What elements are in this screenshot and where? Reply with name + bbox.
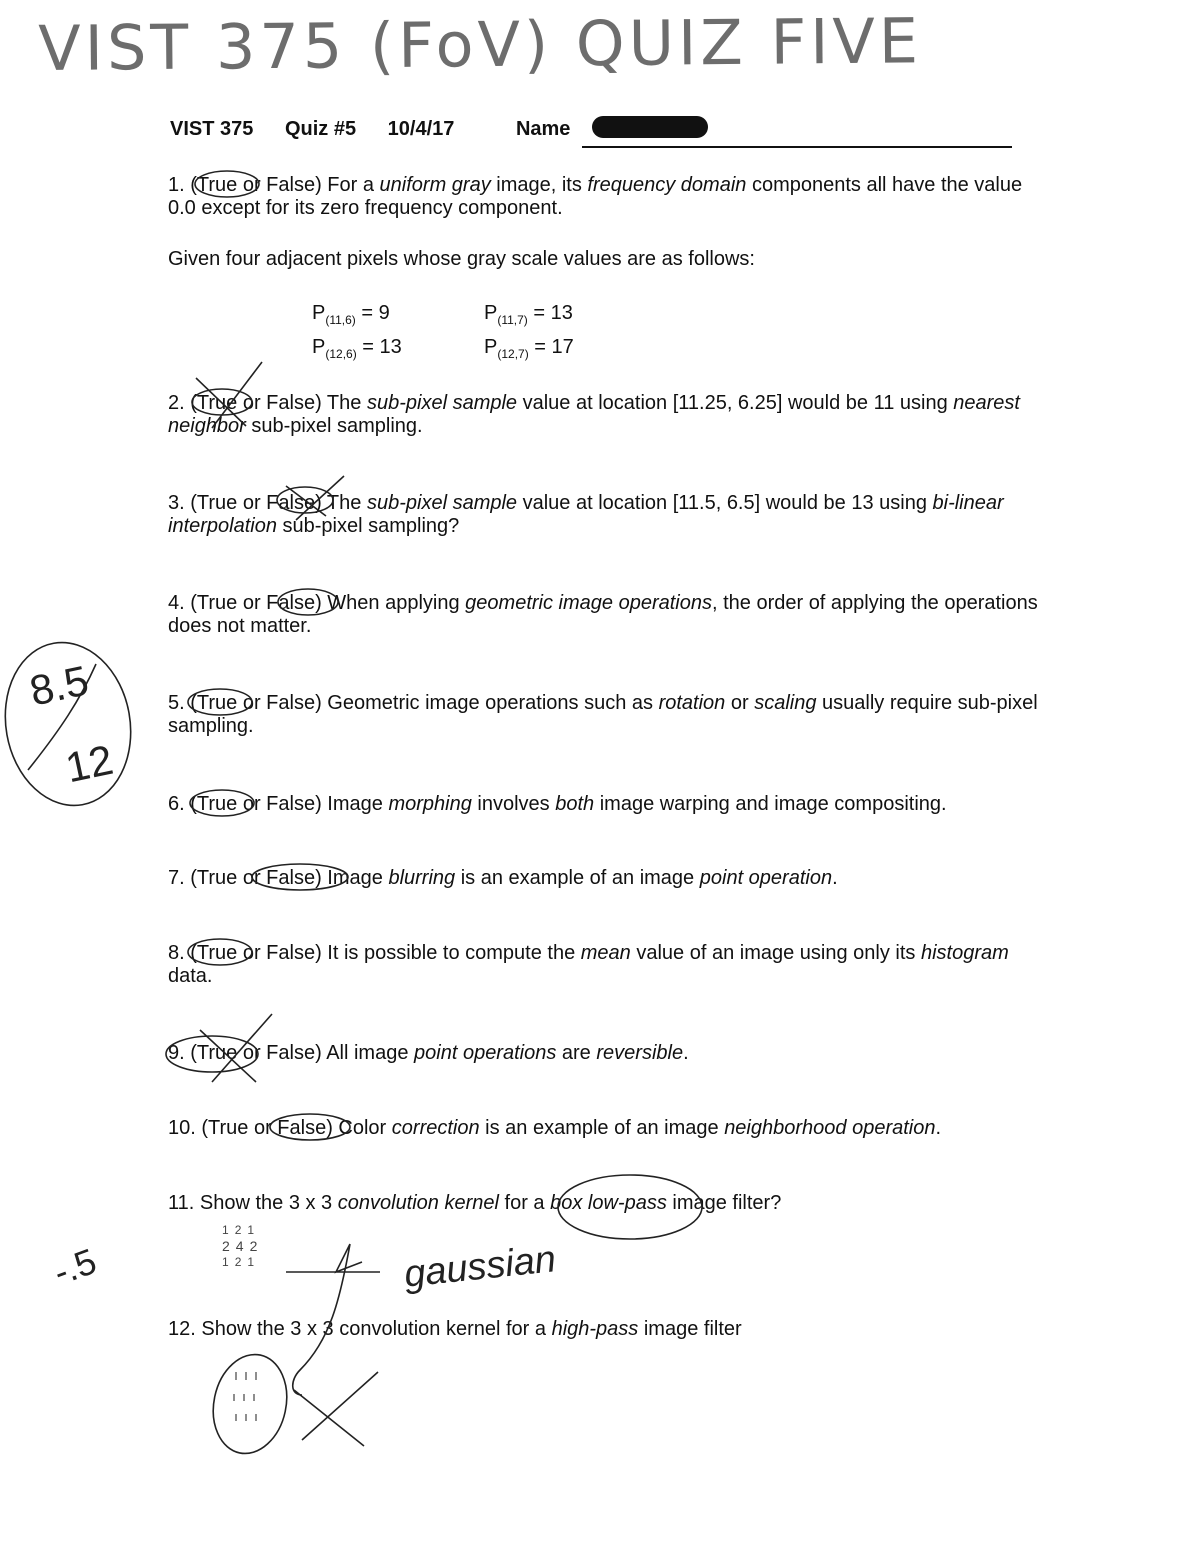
circle-answer-q10 <box>270 1114 350 1140</box>
question-text: 3. (True or False) The <box>168 492 367 514</box>
emphasized-term: convolution kernel <box>337 1192 499 1214</box>
emphasized-term: bi-linear interpolation <box>168 492 1004 537</box>
question-text: are <box>556 1042 597 1064</box>
circle-answer-q6 <box>190 790 254 816</box>
emphasized-term: correction <box>391 1117 480 1139</box>
question-text: is an example of an image <box>455 867 700 889</box>
cross-mark-q12 <box>294 1372 378 1446</box>
question-text: value at location [11.25, 6.25] would be 11 using <box>517 392 954 414</box>
question-text: 1. (True or False) For a <box>168 174 380 196</box>
question-text: is an example of an image <box>479 1117 725 1139</box>
score-slash <box>28 664 96 770</box>
question-text: data. <box>168 965 213 987</box>
question-text: involves <box>471 793 556 815</box>
emphasized-term: high-pass <box>551 1318 639 1340</box>
question-text: image, its <box>490 174 588 196</box>
emphasized-term: scaling <box>754 692 817 714</box>
pixel-value-12-6: $P_{(12,6)} = 13$ <box>312 336 402 361</box>
intro-text: Given four adjacent pixels whose gray scale values are as follows: <box>168 248 755 270</box>
emphasized-term: geometric image operations <box>465 592 712 614</box>
question-text: . <box>935 1117 942 1139</box>
pixel-value-12-7: $P_{(12,7)} = 17$ <box>484 336 574 361</box>
question-text: value of an image using only its <box>630 942 921 964</box>
question-text: . <box>683 1042 689 1064</box>
quiz-number: Quiz #5 <box>284 118 357 140</box>
circle-box-low-pass <box>558 1175 702 1239</box>
emphasized-term: sub-pixel sample <box>366 392 518 414</box>
emphasized-term: neighborhood operation <box>724 1117 936 1139</box>
question-text: image filter? <box>666 1192 782 1214</box>
emphasized-term: uniform gray <box>379 174 491 196</box>
handwritten-title: VIST 375 (FoV) QUIZ FIVE <box>38 4 923 85</box>
question-text: 11. Show the 3 x 3 <box>168 1192 338 1214</box>
question-text: image warping and image compositing. <box>594 793 947 815</box>
circle-answer-q7 <box>252 864 348 890</box>
question-text: components all have the value 0.0 except for its zero frequency component. <box>168 174 1023 219</box>
cross-mark-q3 <box>286 476 344 520</box>
question-text: 9. (True or False) All image <box>168 1042 415 1064</box>
question-text: value at location [11.5, 6.5] would be 13 using <box>517 492 933 514</box>
emphasized-term: mean <box>580 942 631 964</box>
emphasized-term: nearest neighbor <box>168 392 1020 437</box>
quiz-date: 10/4/17 <box>387 118 455 140</box>
circle-answer-q1 <box>195 171 259 197</box>
kernel-answer: 121 242 121 <box>222 1223 264 1269</box>
emphasized-term: both <box>555 793 595 815</box>
question-text: image filter <box>638 1318 742 1340</box>
arrow-icon <box>286 1244 380 1395</box>
emphasized-term: reversible <box>596 1042 684 1064</box>
question-text: for a <box>498 1192 551 1214</box>
question-text: 10. (True or False) Color <box>168 1117 392 1139</box>
question-text: sub-pixel sampling. <box>245 415 423 437</box>
question-text: or <box>725 692 755 714</box>
emphasized-term: frequency domain <box>587 174 747 196</box>
question-text: , the order of applying the operations does not matter. <box>168 592 1038 637</box>
circle-answer-q4 <box>278 589 338 615</box>
circle-answer-q5 <box>188 689 252 715</box>
deduction-mark: -.5 <box>48 1240 102 1293</box>
question-text: 6. (True or False) Image <box>168 793 389 815</box>
score-earned: 8.5 <box>25 656 93 715</box>
oval-q12-answer <box>204 1348 295 1461</box>
pixel-value-11-7: $P_{(11,7)} = 13$ <box>484 302 573 327</box>
emphasized-term: box low-pass <box>550 1192 667 1214</box>
emphasized-term: histogram <box>920 942 1009 964</box>
course-code: VIST 375 <box>170 118 254 140</box>
emphasized-term: point operations <box>414 1042 557 1064</box>
question-text: 4. (True or False) When applying <box>168 592 466 614</box>
question-text: 5. (True or False) Geometric image operations such as <box>168 692 659 714</box>
cross-mark-q2 <box>196 362 262 428</box>
emphasized-term: blurring <box>388 867 456 889</box>
question-text: sub-pixel sampling? <box>276 515 460 537</box>
pixel-value-11-6: $P_{(11,6)} = 9$ <box>312 302 390 327</box>
emphasized-term: point operation <box>699 867 833 889</box>
question-text: . <box>832 867 838 889</box>
question-text: 2. (True or False) The <box>168 392 367 414</box>
question-text: usually require sub-pixel sampling. <box>168 692 1038 737</box>
name-label: Name <box>515 118 571 140</box>
circle-answer-q8 <box>188 939 252 965</box>
emphasized-term: morphing <box>388 793 472 815</box>
score-circle <box>0 632 143 815</box>
emphasized-term: sub-pixel sample <box>366 492 518 514</box>
question-text: 12. Show the 3 x 3 convolution kernel for a <box>168 1318 552 1340</box>
question-text: 7. (True or False) Image <box>168 867 389 889</box>
score-total: 12 <box>61 735 117 792</box>
grader-note: gaussian <box>402 1238 558 1296</box>
question-text: 8. (True or False) It is possible to compute the <box>168 942 581 964</box>
emphasized-term: rotation <box>658 692 726 714</box>
